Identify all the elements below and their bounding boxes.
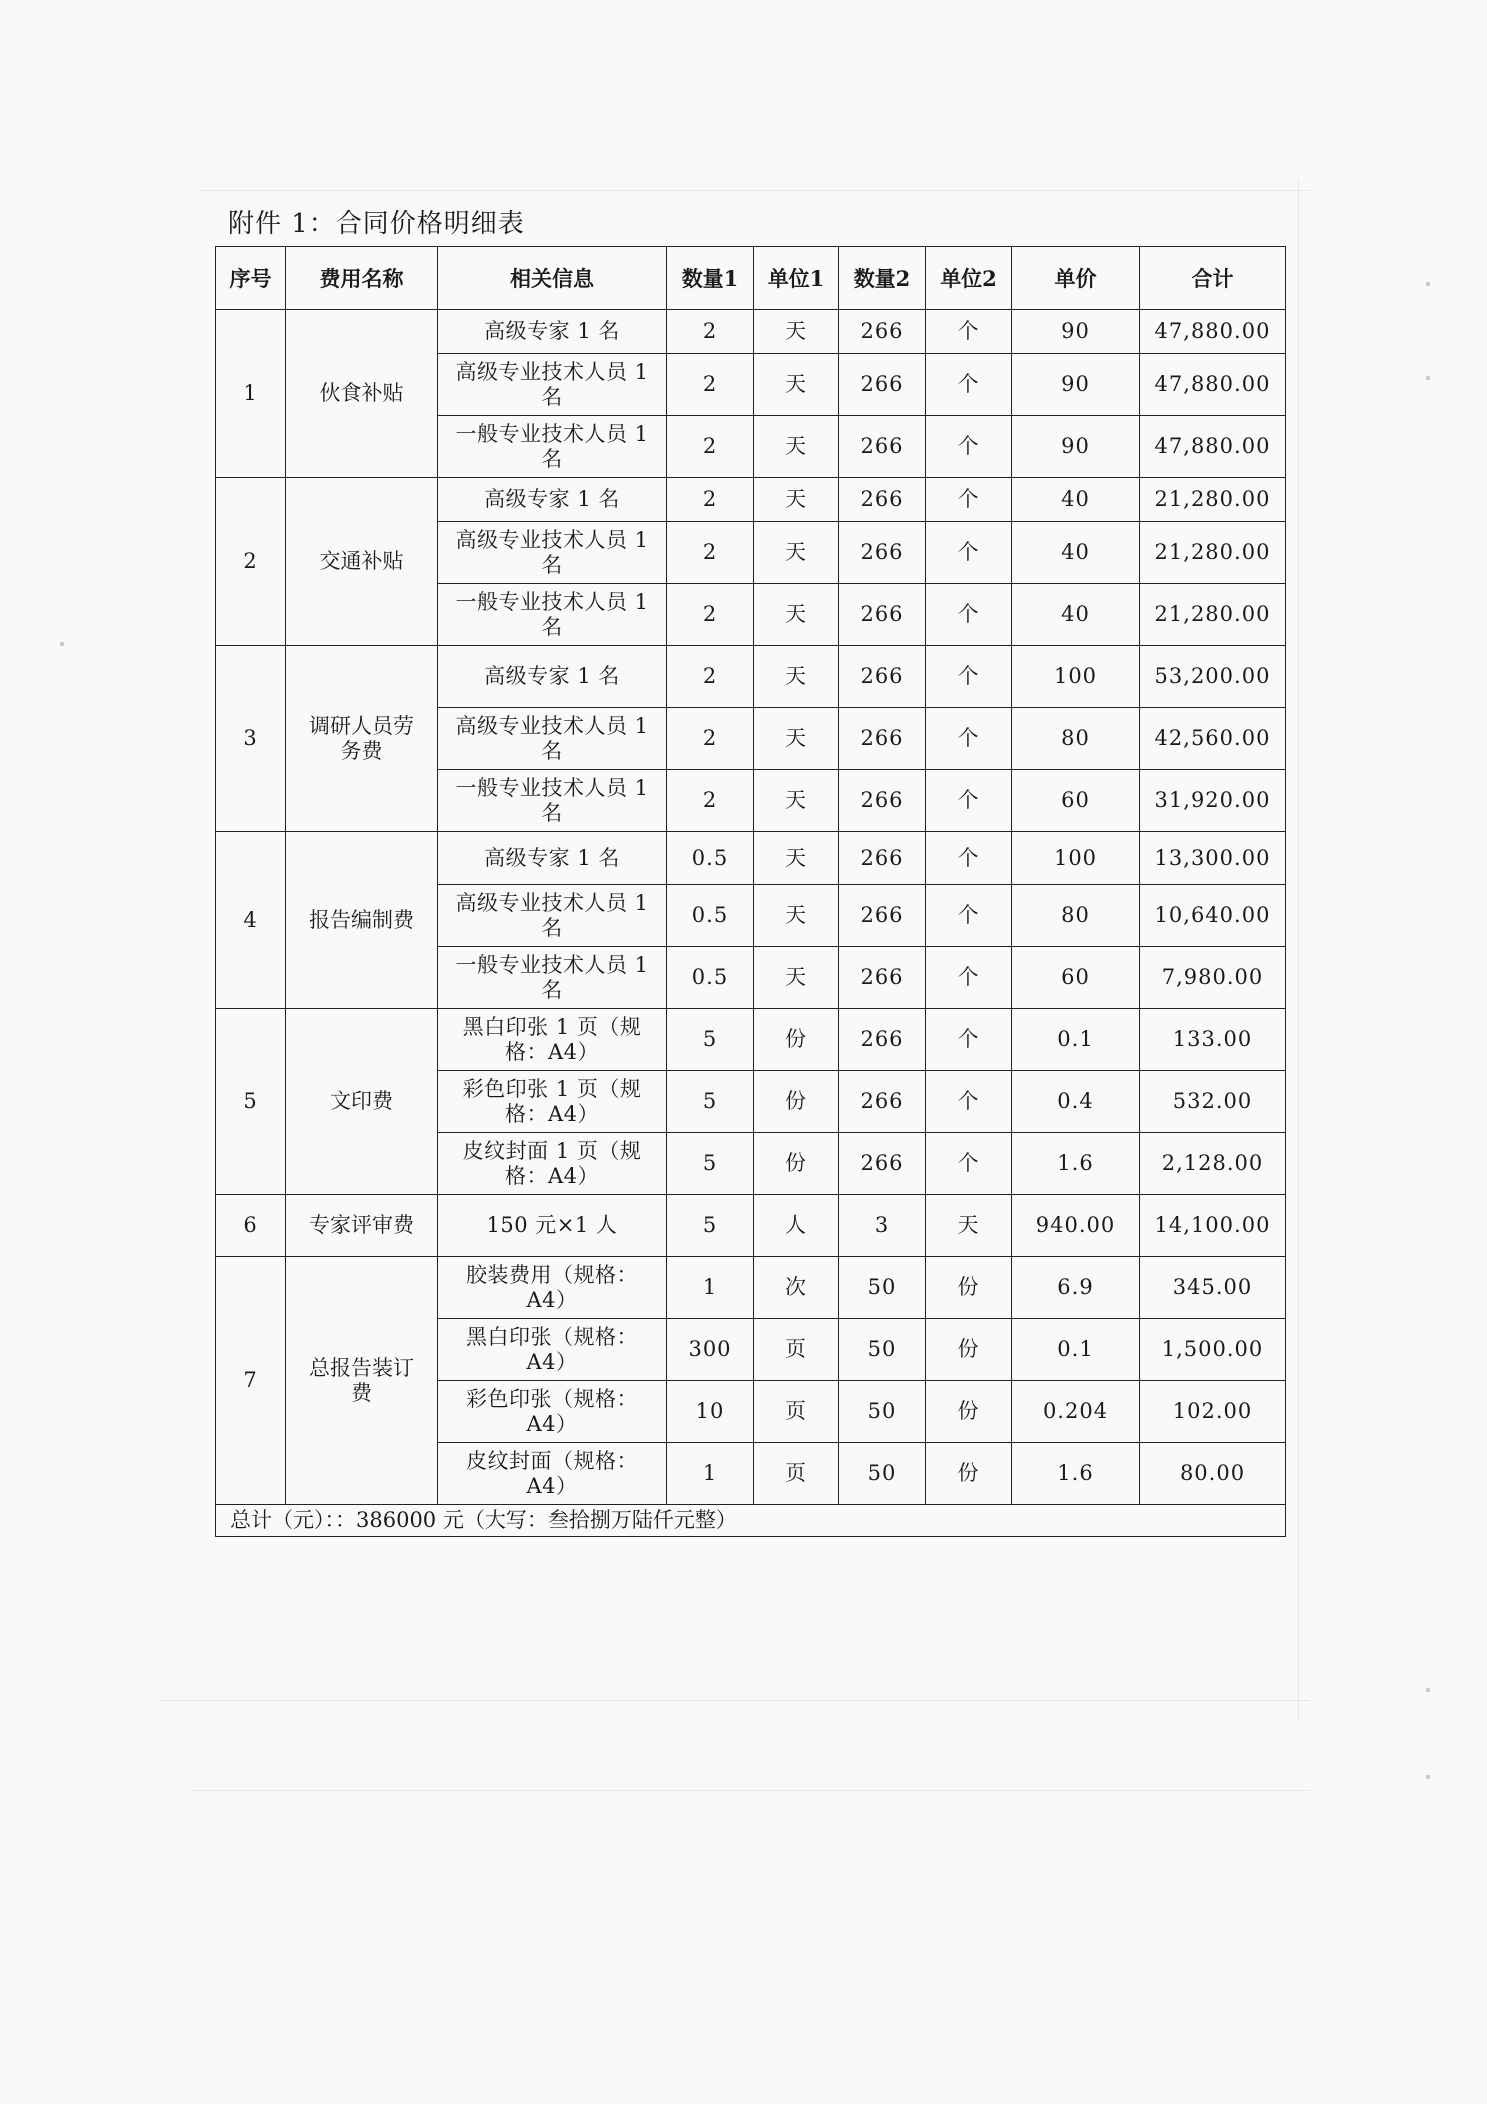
header-qty2: 数量2 (839, 247, 926, 310)
cell-total: 53,200.00 (1140, 646, 1286, 708)
cell-info: 高级专业技术人员 1 名 (438, 522, 667, 584)
cell-price: 80 (1012, 708, 1140, 770)
cell-info: 彩色印张（规格：A4） (438, 1381, 667, 1443)
cell-total: 1,500.00 (1140, 1319, 1286, 1381)
table-header-row (216, 247, 1286, 310)
cell-total: 21,280.00 (1140, 584, 1286, 646)
cell-unit2: 个 (926, 1133, 1012, 1195)
cell-qty1: 2 (667, 522, 754, 584)
cell-info: 黑白印张（规格：A4） (438, 1319, 667, 1381)
header-unit2: 单位2 (926, 247, 1012, 310)
cell-total: 7,980.00 (1140, 947, 1286, 1009)
cell-price: 40 (1012, 478, 1140, 522)
cell-fee-name: 报告编制费 (286, 832, 438, 1009)
cell-qty2: 50 (839, 1381, 926, 1443)
cell-qty1: 5 (667, 1133, 754, 1195)
cell-fee-name: 伙食补贴 (286, 310, 438, 478)
header-total: 合计 (1140, 247, 1286, 310)
cell-qty2: 266 (839, 310, 926, 354)
cell-qty1: 10 (667, 1381, 754, 1443)
cell-qty1: 0.5 (667, 832, 754, 885)
cell-info: 高级专业技术人员 1 名 (438, 708, 667, 770)
grand-total-row (216, 1505, 1286, 1537)
cell-fee-name: 交通补贴 (286, 478, 438, 646)
cell-unit2: 个 (926, 354, 1012, 416)
cell-unit1: 天 (754, 416, 839, 478)
cell-total: 47,880.00 (1140, 354, 1286, 416)
cell-qty1: 2 (667, 310, 754, 354)
cell-unit2: 份 (926, 1257, 1012, 1319)
cell-info: 高级专家 1 名 (438, 478, 667, 522)
cell-unit2: 个 (926, 770, 1012, 832)
cell-total: 47,880.00 (1140, 310, 1286, 354)
cell-qty1: 0.5 (667, 947, 754, 1009)
header-seq: 序号 (216, 247, 286, 310)
cell-qty1: 2 (667, 646, 754, 708)
cell-qty2: 50 (839, 1443, 926, 1505)
cell-qty2: 266 (839, 947, 926, 1009)
table-body (216, 310, 1286, 1537)
cell-total: 2,128.00 (1140, 1133, 1286, 1195)
cell-price: 40 (1012, 522, 1140, 584)
cell-qty2: 266 (839, 770, 926, 832)
cell-info: 胶装费用（规格：A4） (438, 1257, 667, 1319)
cell-price: 90 (1012, 416, 1140, 478)
cell-price: 90 (1012, 310, 1140, 354)
cell-unit2: 个 (926, 947, 1012, 1009)
cell-price: 60 (1012, 770, 1140, 832)
cell-total: 47,880.00 (1140, 416, 1286, 478)
cell-qty2: 266 (839, 885, 926, 947)
cell-price: 60 (1012, 947, 1140, 1009)
cell-fee-name: 调研人员劳务费 (286, 646, 438, 832)
table-row (216, 646, 1286, 708)
cell-unit1: 天 (754, 478, 839, 522)
cell-price: 90 (1012, 354, 1140, 416)
grand-total-text: 总计（元）：：386000 元（大写：叁拾捌万陆仟元整） (216, 1505, 1286, 1537)
cell-total: 102.00 (1140, 1381, 1286, 1443)
header-name: 费用名称 (286, 247, 438, 310)
cell-qty2: 266 (839, 478, 926, 522)
cell-total: 42,560.00 (1140, 708, 1286, 770)
cell-price: 6.9 (1012, 1257, 1140, 1319)
cell-qty1: 5 (667, 1009, 754, 1071)
cell-total: 14,100.00 (1140, 1195, 1286, 1257)
cell-qty1: 1 (667, 1257, 754, 1319)
cell-unit1: 天 (754, 832, 839, 885)
cell-price: 0.1 (1012, 1009, 1140, 1071)
cell-unit2: 个 (926, 646, 1012, 708)
header-qty1: 数量1 (667, 247, 754, 310)
cell-unit1: 天 (754, 708, 839, 770)
cell-qty2: 266 (839, 584, 926, 646)
cell-info: 高级专业技术人员 1 名 (438, 885, 667, 947)
cell-qty1: 2 (667, 584, 754, 646)
cell-unit2: 个 (926, 885, 1012, 947)
cell-unit2: 个 (926, 478, 1012, 522)
cell-qty2: 266 (839, 416, 926, 478)
cell-seq: 4 (216, 832, 286, 1009)
cell-seq: 2 (216, 478, 286, 646)
cell-unit2: 个 (926, 522, 1012, 584)
cell-unit2: 个 (926, 708, 1012, 770)
cell-info: 一般专业技术人员 1 名 (438, 947, 667, 1009)
cell-info: 高级专家 1 名 (438, 832, 667, 885)
cell-unit1: 人 (754, 1195, 839, 1257)
cell-info: 皮纹封面 1 页（规格：A4） (438, 1133, 667, 1195)
cell-qty2: 50 (839, 1319, 926, 1381)
cell-total: 10,640.00 (1140, 885, 1286, 947)
table-row (216, 478, 1286, 522)
cell-qty2: 266 (839, 354, 926, 416)
cell-price: 0.4 (1012, 1071, 1140, 1133)
header-info: 相关信息 (438, 247, 667, 310)
header-unit1: 单位1 (754, 247, 839, 310)
cell-price: 0.204 (1012, 1381, 1140, 1443)
cell-unit1: 天 (754, 646, 839, 708)
cell-total: 21,280.00 (1140, 522, 1286, 584)
cell-qty2: 50 (839, 1257, 926, 1319)
cell-qty1: 300 (667, 1319, 754, 1381)
table-row (216, 832, 1286, 885)
cell-seq: 3 (216, 646, 286, 832)
cell-unit1: 天 (754, 947, 839, 1009)
cell-qty1: 5 (667, 1195, 754, 1257)
cell-unit1: 天 (754, 310, 839, 354)
cell-qty2: 3 (839, 1195, 926, 1257)
cell-info: 皮纹封面（规格：A4） (438, 1443, 667, 1505)
cell-unit1: 天 (754, 885, 839, 947)
cell-qty1: 1 (667, 1443, 754, 1505)
cell-qty1: 2 (667, 354, 754, 416)
cell-info: 高级专业技术人员 1 名 (438, 354, 667, 416)
cell-info: 150 元×1 人 (438, 1195, 667, 1257)
cell-seq: 7 (216, 1257, 286, 1505)
cell-unit1: 天 (754, 354, 839, 416)
cell-price: 1.6 (1012, 1133, 1140, 1195)
cell-seq: 6 (216, 1195, 286, 1257)
cell-unit2: 份 (926, 1443, 1012, 1505)
cell-seq: 1 (216, 310, 286, 478)
cell-unit1: 份 (754, 1133, 839, 1195)
cell-unit1: 天 (754, 584, 839, 646)
cell-unit2: 个 (926, 416, 1012, 478)
cell-qty1: 2 (667, 478, 754, 522)
cell-unit1: 份 (754, 1009, 839, 1071)
cell-total: 21,280.00 (1140, 478, 1286, 522)
cell-unit1: 页 (754, 1381, 839, 1443)
cell-unit2: 份 (926, 1381, 1012, 1443)
cell-qty2: 266 (839, 522, 926, 584)
cell-info: 一般专业技术人员 1 名 (438, 770, 667, 832)
cell-info: 一般专业技术人员 1 名 (438, 416, 667, 478)
cell-total: 345.00 (1140, 1257, 1286, 1319)
cell-info: 彩色印张 1 页（规格：A4） (438, 1071, 667, 1133)
cell-qty1: 2 (667, 416, 754, 478)
cell-qty1: 2 (667, 708, 754, 770)
cell-unit2: 个 (926, 1009, 1012, 1071)
cell-price: 40 (1012, 584, 1140, 646)
cell-qty1: 0.5 (667, 885, 754, 947)
cell-unit2: 个 (926, 310, 1012, 354)
cell-qty2: 266 (839, 832, 926, 885)
cell-unit2: 个 (926, 832, 1012, 885)
cell-unit1: 份 (754, 1071, 839, 1133)
page-title: 附件 1：合同价格明细表 (228, 209, 525, 239)
cell-price: 100 (1012, 646, 1140, 708)
cell-fee-name: 总报告装订费 (286, 1257, 438, 1505)
cell-total: 13,300.00 (1140, 832, 1286, 885)
cell-price: 940.00 (1012, 1195, 1140, 1257)
cell-unit1: 页 (754, 1443, 839, 1505)
cell-total: 80.00 (1140, 1443, 1286, 1505)
cell-qty2: 266 (839, 1009, 926, 1071)
cell-fee-name: 专家评审费 (286, 1195, 438, 1257)
cell-qty1: 2 (667, 770, 754, 832)
table-row (216, 1009, 1286, 1071)
cell-total: 31,920.00 (1140, 770, 1286, 832)
header-price: 单价 (1012, 247, 1140, 310)
cell-price: 1.6 (1012, 1443, 1140, 1505)
price-detail-table (215, 246, 1286, 1537)
cell-total: 133.00 (1140, 1009, 1286, 1071)
table-row (216, 1257, 1286, 1319)
cell-total: 532.00 (1140, 1071, 1286, 1133)
cell-unit2: 份 (926, 1319, 1012, 1381)
cell-unit1: 天 (754, 522, 839, 584)
cell-info: 高级专家 1 名 (438, 310, 667, 354)
cell-qty2: 266 (839, 1071, 926, 1133)
cell-unit1: 次 (754, 1257, 839, 1319)
cell-unit2: 个 (926, 1071, 1012, 1133)
table-row (216, 310, 1286, 354)
cell-info: 高级专家 1 名 (438, 646, 667, 708)
cell-info: 黑白印张 1 页（规格：A4） (438, 1009, 667, 1071)
cell-qty2: 266 (839, 1133, 926, 1195)
cell-info: 一般专业技术人员 1 名 (438, 584, 667, 646)
table-row (216, 1195, 1286, 1257)
cell-unit2: 天 (926, 1195, 1012, 1257)
cell-unit1: 页 (754, 1319, 839, 1381)
cell-seq: 5 (216, 1009, 286, 1195)
cell-price: 100 (1012, 832, 1140, 885)
cell-unit1: 天 (754, 770, 839, 832)
cell-qty2: 266 (839, 708, 926, 770)
cell-qty1: 5 (667, 1071, 754, 1133)
cell-fee-name: 文印费 (286, 1009, 438, 1195)
cell-unit2: 个 (926, 584, 1012, 646)
cell-price: 0.1 (1012, 1319, 1140, 1381)
cell-qty2: 266 (839, 646, 926, 708)
cell-price: 80 (1012, 885, 1140, 947)
